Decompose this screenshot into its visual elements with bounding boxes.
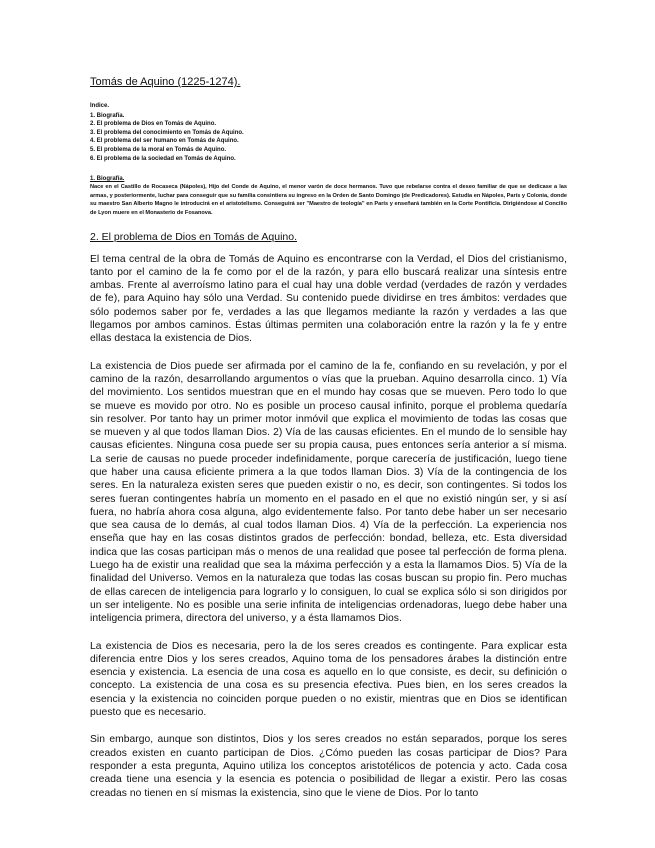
body-paragraph: Sin embargo, aunque son distintos, Dios y los seres creados no están separados, porque los seres creados existen en cuanto participan de Dios. ¿Cómo pueden las cosas participar de Dios? Para responder a esta pregunta, Aquino utiliza los conceptos aristotélicos de potencia y acto. Cada cosa creada tiene una esencia y la esencia es potencia o posibilidad de llegar a existir. Pero las cosas creadas no tienen en sí mismas la existencia, sino que le viene de Dios. Por lo tanto <box>90 734 567 799</box>
section-heading: 2. El problema de Dios en Tomás de Aquino. <box>90 230 298 243</box>
index-heading: Indice. <box>90 103 110 109</box>
body-paragraph: El tema central de la obra de Tomás de Aquino es encontrarse con la Verdad, el Dios del cristianismo, tanto por el camino de la fe como por el de la razón, y para ello buscará realizar una síntesis entre ambas. Frente al averroísmo latino para el cual hay una doble verdad (verdades de razón y verdades de fe), para Aquino hay sólo una Verdad. Su contenido puede dividirse en tres ámbitos: verdades que sólo podemos saber por fe, verdades a las que llegamos mediante la razón y verdades a las que llegamos por ambos caminos. Éstas últimas permiten una colaboración entre la razón y la fe y entre ellas destaca la existencia de Dios. <box>90 253 567 345</box>
body-paragraph: La existencia de Dios es necesaria, pero la de los seres creados es contingente. Para explicar esta diferencia entre Dios y los seres creados, Aquino toma de los pensadores árabes la distinción entre esencia y existencia. La esencia de una cosa es aquello en lo que consiste, es decir, su definición o concepto. La existencia de una cosa es su presencia efectiva. Pues bien, en los seres creados la esencia y la existencia no coinciden porque pueden o no existir, mientras que en Dios se identifican puesto que es necesario. <box>90 640 567 719</box>
index-item: 6. El problema de la sociedad en Tomás de Aquino. <box>90 155 236 162</box>
index-item: 1. Biografía. <box>90 112 125 119</box>
document-page <box>90 76 567 814</box>
index-item: 2. El problema de Dios en Tomás de Aquino. <box>90 121 217 128</box>
body-paragraph: La existencia de Dios puede ser afirmada por el camino de la fe, confiando en su revelación, y por el camino de la razón, desarrollando argumentos o vías que la prueban. Aquino desarrolla cinco. 1) Vía del movimiento. Los sentidos muestran que en el mundo hay cosas que se mueven. Pero todo lo que se mueve es movido por otro. No es posible un proceso causal infinito, porque el problema quedaría sin resolver. Por tanto hay un primer motor inmóvil que explica el movimiento de todas las cosas que se mueven y al que todos llaman Dios. 2) Vía de las causas eficientes. En el mundo de lo sensible hay causas eficientes. Ninguna cosa puede ser su propia causa, pues entonces sería anterior a sí misma. La serie de causas no puede proceder indefinidamente, porque carecería de justificación, luego tiene que haber una causa eficiente primera a la que todos llaman Dios. 3) Vía de la contingencia de los seres. En la naturaleza existen seres que pueden existir o no, es decir, son contingentes. Si todos los seres fueran contingentes habría un momento en el pasado en el que no existió ningún ser, y si así fuera, no habría ahora cosa alguna, algo evidentemente falso. Por tanto debe haber un ser necesario que sea causa de lo demás, al cual todos llaman Dios. 4) Vía de la perfección. La experiencia nos enseña que hay en las cosas distintos grados de perfección: bondad, belleza, etc. Esta diversidad indica que las cosas participan más o menos de una realidad que posee tal perfección de forma plena. Luego ha de existir una realidad que sea la máxima perfección y a esta la llamamos Dios. 5) Vía de la finalidad del Universo. Vemos en la naturaleza que todas las cosas buscan su propio fin. Pero muchas de ellas carecen de inteligencia para lograrlo y lo consiguen, lo cual se explica sólo si son dirigidos por un ser inteligente. No es posible una serie infinita de inteligencias ordenadoras, luego debe haber una inteligencia primera, directora del universo, y a ésta llamamos Dios. <box>90 360 567 625</box>
index-block <box>90 102 567 163</box>
document-title: Tomás de Aquino (1225-1274). <box>90 76 241 88</box>
biography-text: Nace en el Castillo de Rocaseca (Nápoles), Hijo del Conde de Aquino, el menor varón de doce hermanos. Tuvo que rebelarse contra el deseo familiar de que se dedicase a las armas, y posteriormente, luchar para conseguir que su familia consintiera su ingreso en la Orden de Santo Domingo (de Predicadores). Estudia en Nápoles, París y Colonia, donde su maestro San Alberto Magno le introducirá en el aristotelismo. Conseguirá ser "Maestro de teología" en París y enseñará también en la Corte Pontificia. Dirigiéndose al Concilio de Lyon muere en el Monasterio de Fosanova. <box>90 184 567 216</box>
index-item: 3. El problema del conocimiento en Tomás de Aquino. <box>90 129 244 136</box>
index-item: 5. El problema de la moral en Tomás de Aquino. <box>90 146 227 153</box>
index-item: 4. El problema del ser humano en Tomás de Aquino. <box>90 138 239 145</box>
biography-heading: 1. Biografía. <box>90 176 125 183</box>
